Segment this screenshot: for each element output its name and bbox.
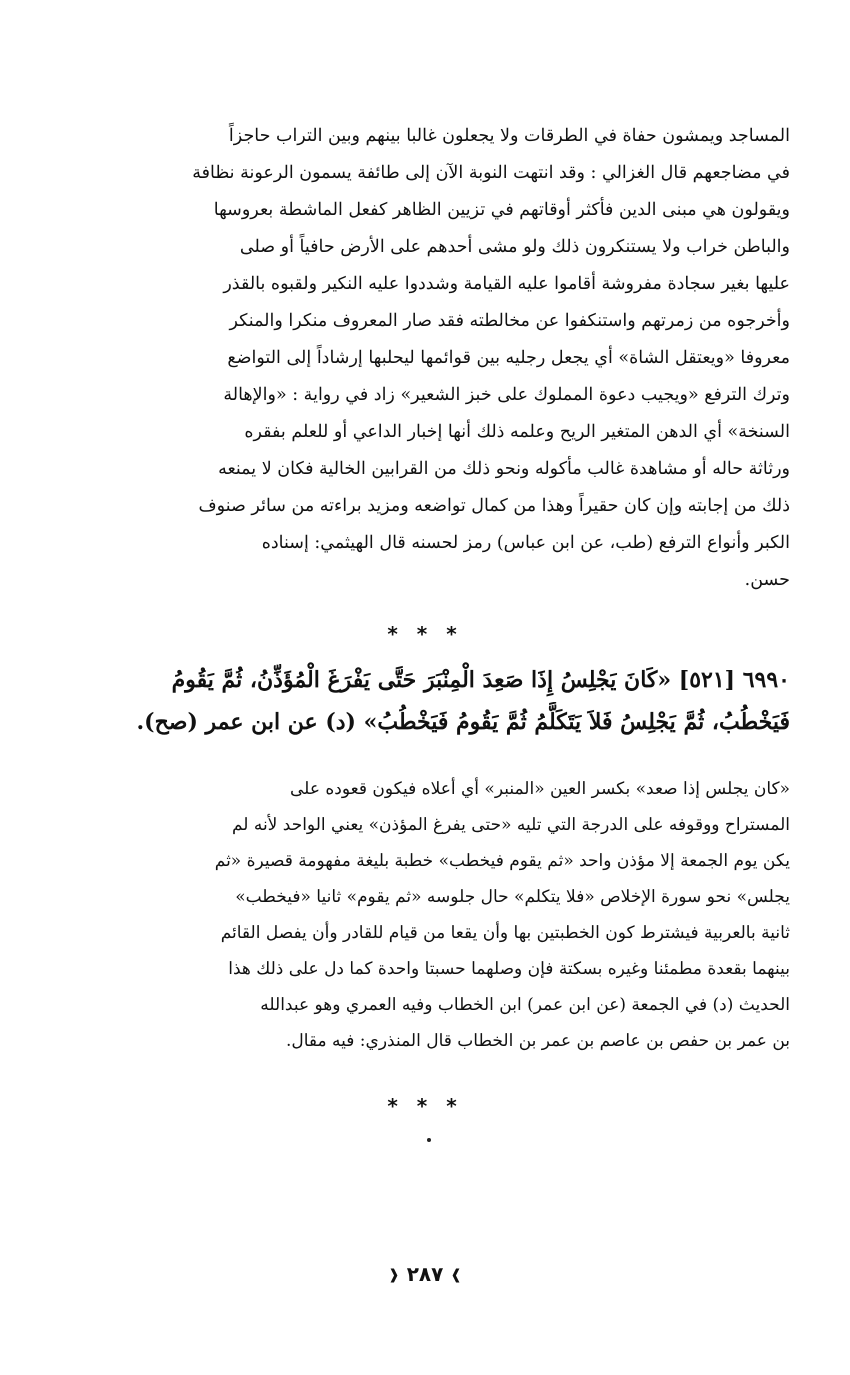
text-line: ورثاثة حاله أو مشاهدة غالب مأكوله ونحو ذلك من القرابين الخالية فكان لا يمنعه [218, 459, 790, 479]
text-line: الكبر وأنواع الترفع (طب، عن ابن عباس) رمز لحسنه قال الهيثمي: إسناده [261, 533, 790, 553]
page-number-value: ٢٨٧ [406, 1262, 444, 1286]
text-line: بن عمر بن حفص بن عاصم بن عمر بن الخطاب قال المنذري: فيه مقال. [285, 1031, 790, 1051]
page-number [0, 1262, 850, 1286]
text-line: «كان يجلس إذا صعد» بكسر العين «المنبر» أي أعلاه فيكون قعوده على [290, 779, 790, 799]
text-line: وأخرجوه من زمرتهم واستنكفوا عن مخالطته فقد صار المعروف منكرا والمنكر [229, 311, 790, 331]
text-line: الحديث (د) في الجمعة (عن ابن عمر) ابن الخطاب وفيه العمري وهو عبدالله [260, 995, 790, 1015]
text-line: المستراح ووقوفه على الدرجة التي تليه «حتى يفرغ المؤذن» يعني الواحد لأنه لم [231, 815, 790, 835]
text-line: والباطن خراب ولا يستنكرون ذلك ولو مشى أحدهم على الأرض حافياً أو صلى [239, 237, 790, 257]
text-line: عليها بغير سجادة مفروشة أقاموا عليه القيامة وشددوا عليه النكير ولقبوه بالقذر [223, 274, 790, 294]
ornament-icon: ❰ [387, 1267, 400, 1283]
text-line: يجلس» نحو سورة الإخلاص «فلا يتكلم» حال جلوسه «ثم يقوم» ثانيا «فيخطب» [235, 887, 790, 907]
ornament-icon: ❱ [450, 1267, 463, 1283]
text-line: السنخة» أي الدهن المتغير الريح وعلمه ذلك أنها إخبار الداعي أو للعلم بفقره [244, 422, 790, 442]
text-line: بينهما بقعدة مطمئنا وغيره بسكتة فإن وصلهما حسبتا واحدة كما دل على ذلك هذا [228, 959, 790, 979]
text-line: ثانية بالعربية فيشترط كون الخطبتين بها وأن يقعا من قيام للقادر وأن يفصل القائم [220, 923, 790, 943]
hadith-line: ٦٩٩٠ [٥٢١] «كَانَ يَجْلِسُ إِذَا صَعِدَ الْمِنْبَرَ حَتَّى يَفْرَغَ الْمُؤَذِّنُ، ثُمَّ يَقُومُ [171, 667, 790, 693]
section-separator: * * * [387, 622, 463, 646]
stray-dot [427, 1138, 431, 1142]
text-line: وترك الترفع «ويجيب دعوة المملوك على خبز الشعير» زاد في رواية : «والإهالة [223, 385, 790, 405]
text-line: يكن يوم الجمعة إلا مؤذن واحد «ثم يقوم فيخطب» خطبة بليغة مفهومة قصيرة «ثم [214, 851, 790, 871]
text-line: ذلك من إجابته وإن كان حقيراً وهذا من كمال تواضعه ومزيد براءته من سائر صنوف [198, 496, 790, 516]
text-line: معروفا «ويعتقل الشاة» أي يجعل رجليه بين قوائمها ليحلبها إرشاداً إلى التواضع [227, 348, 790, 368]
text-line: حسن. [744, 570, 790, 590]
hadith-line: فَيَخْطُبُ، ثُمَّ يَجْلِسُ فَلاَ يَتَكَلَّمُ ثُمَّ يَقُومُ فَيَخْطُبُ» (د) عن ابن عمر (صح). [136, 709, 790, 735]
section-separator: * * * [387, 1094, 463, 1118]
text-line: في مضاجعهم قال الغزالي : وقد انتهت النوبة الآن إلى طائفة يسمون الرعونة نظافة [192, 163, 790, 183]
text-line: المساجد ويمشون حفاة في الطرقات ولا يجعلون غالبا بينهم وبين التراب حاجزاً [228, 126, 790, 146]
text-line: ويقولون هي مبنى الدين فأكثر أوقاتهم في تزيين الظاهر كفعل الماشطة بعروسها [213, 200, 790, 220]
